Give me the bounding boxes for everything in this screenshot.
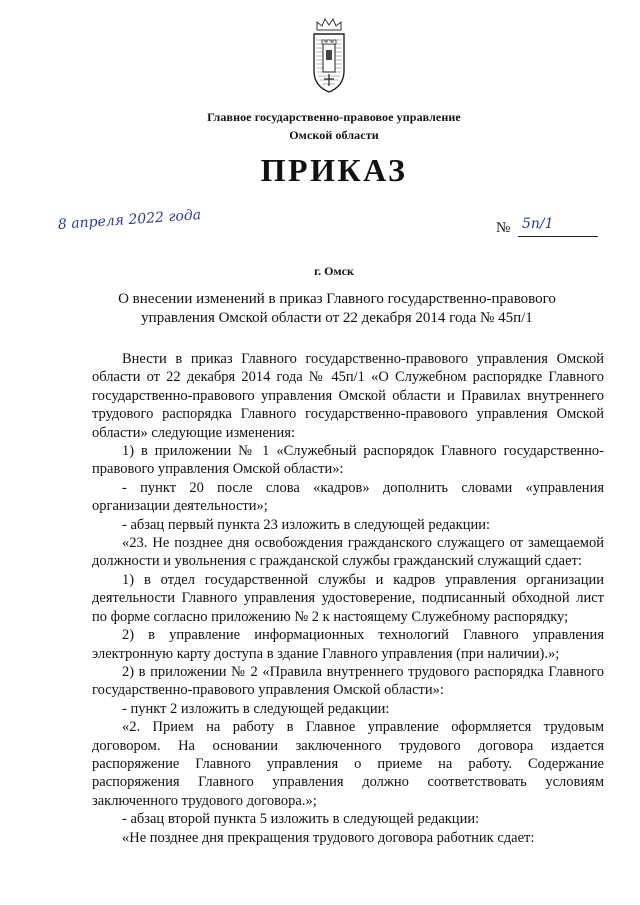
order-body (92, 350, 604, 847)
handwritten-number: 5п/1 (522, 216, 554, 232)
paragraph: «23. Не позднее дня освобождения гражданского служащего от замещаемой должности и увольнения с гражданской службы гражданский служащий сдает: (92, 535, 604, 570)
organization-name-line1: Главное государственно-правовое управление (207, 110, 461, 124)
order-subject: О внесении изменений в приказ Главного государственно-правового управления Омской области от 22 декабря 2014 года № 45п/1 (118, 291, 556, 326)
document-title: ПРИКАЗ (260, 152, 408, 188)
paragraph: 1) в отдел государственной службы и кадров управления организации деятельности Главного управления удостоверение, подписанный обходной лист по форме согласно приложению № 2 к настоящему Служебному распорядку; (92, 571, 604, 625)
paragraph: - пункт 2 изложить в следующей редакции: (122, 700, 390, 717)
number-label: № (496, 220, 511, 236)
paragraph: «Не позднее дня прекращения трудового договора работник сдает: (122, 829, 535, 846)
paragraph: 1) в приложении № 1 «Служебный распорядок Главного государственно-правового управления Омской области»: (92, 443, 604, 478)
paragraph: - пункт 20 после слова «кадров» дополнить словами «управления организации деятельности»; (92, 479, 604, 515)
coat-of-arms-emblem (309, 16, 349, 96)
paragraph: Внести в приказ Главного государственно-правового управления Омской области от 22 декабря 2014 года № 45п/1 «О Служебном распорядке Главного государственно-правового управления Омской области и Правилах внутреннего трудового распорядка Главного государственно-правового управления Омской области» следующие изменения: (92, 351, 604, 441)
paragraph: 2) в приложении № 2 «Правила внутреннего трудового распорядка Главного государственно-правового управления Омской области»: (92, 663, 604, 699)
paragraph: 2) в управление информационных технологий Главного управления электронную карту доступа в здание Главного управления (при наличии).»; (92, 627, 604, 662)
organization-name-line2: Омской области (289, 128, 379, 142)
number-underline (518, 236, 598, 237)
coat-of-arms-icon (309, 16, 349, 96)
paragraph: - абзац второй пункта 5 изложить в следующей редакции: (122, 811, 480, 828)
paragraph: «2. Прием на работу в Главное управление оформляется трудовым договором. На основании заключенного трудового договора издается распоряжение Главного управления о приеме на работу. Содержание распоряжения Главного управления должно соответствовать условиям заключенного трудового договора.»; (92, 719, 604, 809)
paragraph: - абзац первый пункта 23 изложить в следующей редакции: (122, 516, 491, 533)
handwritten-date: 8 апреля 2022 года (57, 207, 202, 233)
city-name: г. Омск (314, 264, 354, 278)
